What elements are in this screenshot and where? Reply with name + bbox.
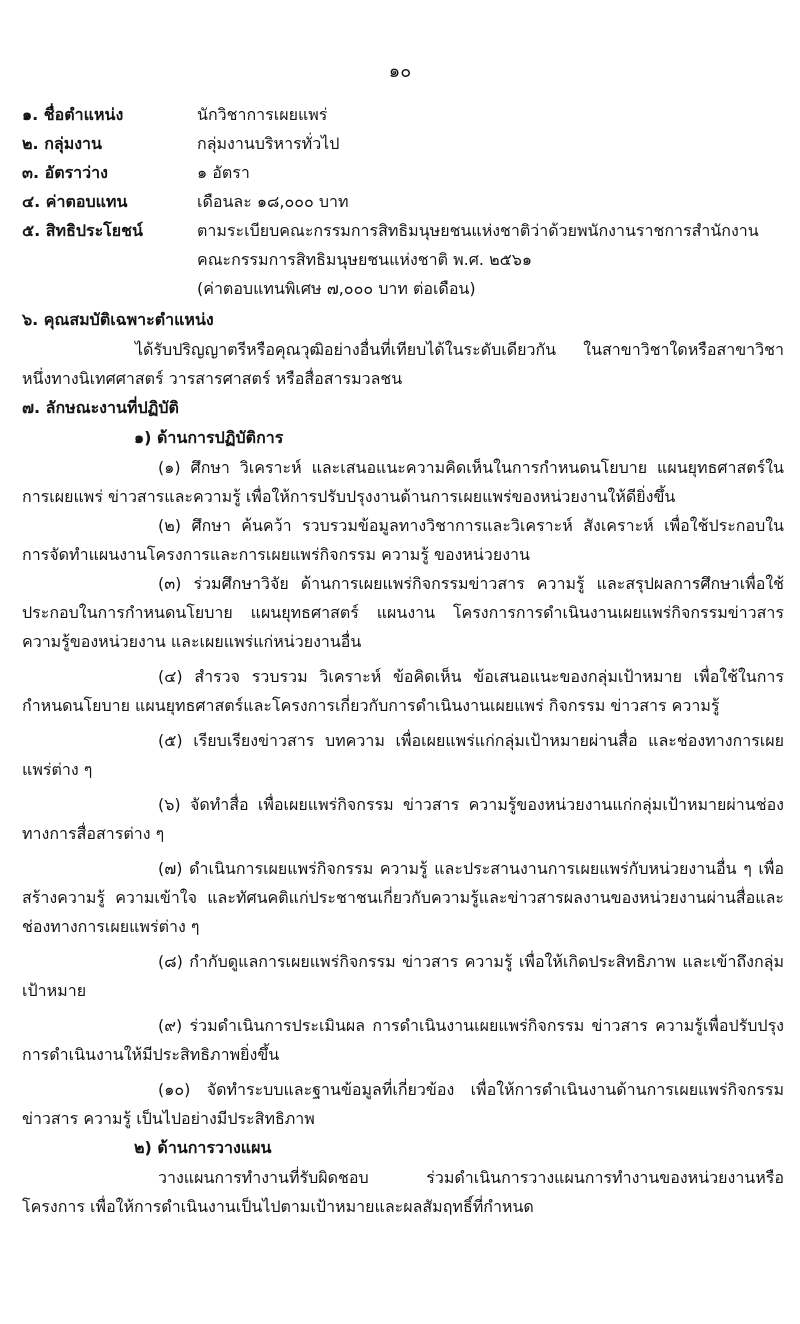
field-value: เดือนละ ๑๘,๐๐๐ บาท — [197, 192, 349, 211]
field-value: นักวิชาการเผยแพร่ — [197, 105, 328, 124]
benefits-line: คณะกรรมการสิทธิมนุษยชนแห่งชาติ พ.ศ. ๒๕๖๑ — [197, 250, 533, 269]
field-label: ๔. ค่าตอบแทน — [22, 192, 128, 211]
document-body — [22, 100, 784, 1221]
benefits-line: ตามระเบียบคณะกรรมการสิทธิมนุษยชนแห่งชาติว่าด้วยพนักงานราชการสำนักงาน — [197, 221, 759, 240]
planning-heading: ๒) ด้านการวางแผน — [134, 1138, 272, 1157]
field-position-name — [22, 100, 784, 129]
duty-item-8: (๘) กำกับดูแลการเผยแพร่กิจกรรม ข่าวสาร ความรู้ เพื่อให้เกิดประสิทธิภาพ และเข้าถึงกลุ่มเป้าหมาย — [22, 952, 784, 1000]
field-compensation — [22, 187, 784, 216]
field-value — [197, 216, 784, 303]
field-label: ๑. ชื่อตำแหน่ง — [22, 105, 124, 124]
benefits-line: (ค่าตอบแทนพิเศษ ๗,๐๐๐ บาท ต่อเดือน) — [197, 279, 476, 298]
duty-item-1: (๑) ศึกษา วิเคราะห์ และเสนอแนะความคิดเห็นในการกำหนดนโยบาย แผนยุทธศาสตร์ในการเผยแพร่ ข่าวสารและความรู้ เพื่อให้การปรับปรุงงานด้านการเผยแพร่ของหน่วยงานให้ดียิ่งขึ้น — [22, 458, 784, 506]
planning-text: วางแผนการทำงานที่รับผิดชอบ ร่วมดำเนินการวางแผนการทำงานของหน่วยงานหรือโครงการ เพื่อให้การดำเนินงานเป็นไปตามเป้าหมายและผลสัมฤทธิ์ที่กำหนด — [22, 1168, 784, 1216]
field-value: ๑ อัตรา — [197, 163, 250, 182]
page-number: ๑๐ — [388, 61, 412, 82]
field-value: กลุ่มงานบริหารทั่วไป — [197, 134, 340, 153]
duty-item-9: (๙) ร่วมดำเนินการประเมินผล การดำเนินงานเผยแพร่กิจกรรม ข่าวสาร ความรู้เพื่อปรับปรุงการดำเนินงานให้มีประสิทธิภาพยิ่งขึ้น — [22, 1016, 784, 1064]
field-label: ๕. สิทธิประโยชน์ — [22, 221, 143, 240]
field-vacancy — [22, 158, 784, 187]
duty-item-5: (๕) เรียบเรียงข่าวสาร บทความ เพื่อเผยแพร่แก่กลุ่มเป้าหมายผ่านสื่อ และช่องทางการเผยแพร่ต่าง ๆ — [22, 731, 784, 779]
duty-item-4: (๔) สำรวจ รวบรวม วิเคราะห์ ข้อคิดเห็น ข้อเสนอแนะของกลุ่มเป้าหมาย เพื่อใช้ในการกำหนดนโยบาย แผนยุทธศาสตร์และโครงการเกี่ยวกับการดำเนินงานเผยแพร่ กิจกรรม ข่าวสาร ความรู้ — [22, 667, 784, 715]
duty-item-3: (๓) ร่วมศึกษาวิจัย ด้านการเผยแพร่กิจกรรมข่าวสาร ความรู้ และสรุปผลการศึกษาเพื่อใช้ประกอบในการกำหนดนโยบาย แผนยุทธศาสตร์ แผนงาน โครงการการดำเนินงานเผยแพร่กิจกรรมข่าวสาร ความรู้ของหน่วยงาน และเผยแพร่แก่หน่วยงานอื่น — [22, 574, 784, 651]
section-6-text: ได้รับปริญญาตรีหรือคุณวุฒิอย่างอื่นที่เทียบได้ในระดับเดียวกัน ในสาขาวิชาใดหรือสาขาวิชาหนึ่งทางนิเทศศาสตร์ วารสารศาสตร์ หรือสื่อสารมวลชน — [22, 340, 784, 388]
duty-item-7: (๗) ดำเนินการเผยแพร่กิจกรรม ความรู้ และประสานงานการเผยแพร่กับหน่วยงานอื่น ๆ เพื่อสร้างความรู้ ความเข้าใจ และทัศนคติแก่ประชาชนเกี่ยวกับความรู้และข่าวสารผลงานของหน่วยงานผ่านสื่อและช่องทางการเผยแพร่ต่าง ๆ — [22, 859, 784, 936]
section-6-heading: ๖. คุณสมบัติเฉพาะตำแหน่ง — [22, 310, 214, 329]
duty-item-6: (๖) จัดทำสื่อ เพื่อเผยแพร่กิจกรรม ข่าวสาร ความรู้ของหน่วยงานแก่กลุ่มเป้าหมายผ่านช่องทางการสื่อสารต่าง ๆ — [22, 795, 784, 843]
field-label: ๓. อัตราว่าง — [22, 163, 108, 182]
operations-heading: ๑) ด้านการปฏิบัติการ — [134, 428, 284, 447]
duty-item-2: (๒) ศึกษา ค้นคว้า รวบรวมข้อมูลทางวิชาการและวิเคราะห์ สังเคราะห์ เพื่อใช้ประกอบในการจัดทำแผนงานโครงการและการเผยแพร่กิจกรรม ความรู้ ของหน่วยงาน — [22, 516, 784, 564]
section-7-heading: ๗. ลักษณะงานที่ปฏิบัติ — [22, 398, 179, 417]
field-benefits — [22, 216, 784, 303]
field-work-group — [22, 129, 784, 158]
duty-item-10: (๑๐) จัดทำระบบและฐานข้อมูลที่เกี่ยวข้อง เพื่อให้การดำเนินงานด้านการเผยแพร่กิจกรรม ข่าวสาร ความรู้ เป็นไปอย่างมีประสิทธิภาพ — [22, 1080, 784, 1128]
field-label: ๒. กลุ่มงาน — [22, 134, 102, 153]
